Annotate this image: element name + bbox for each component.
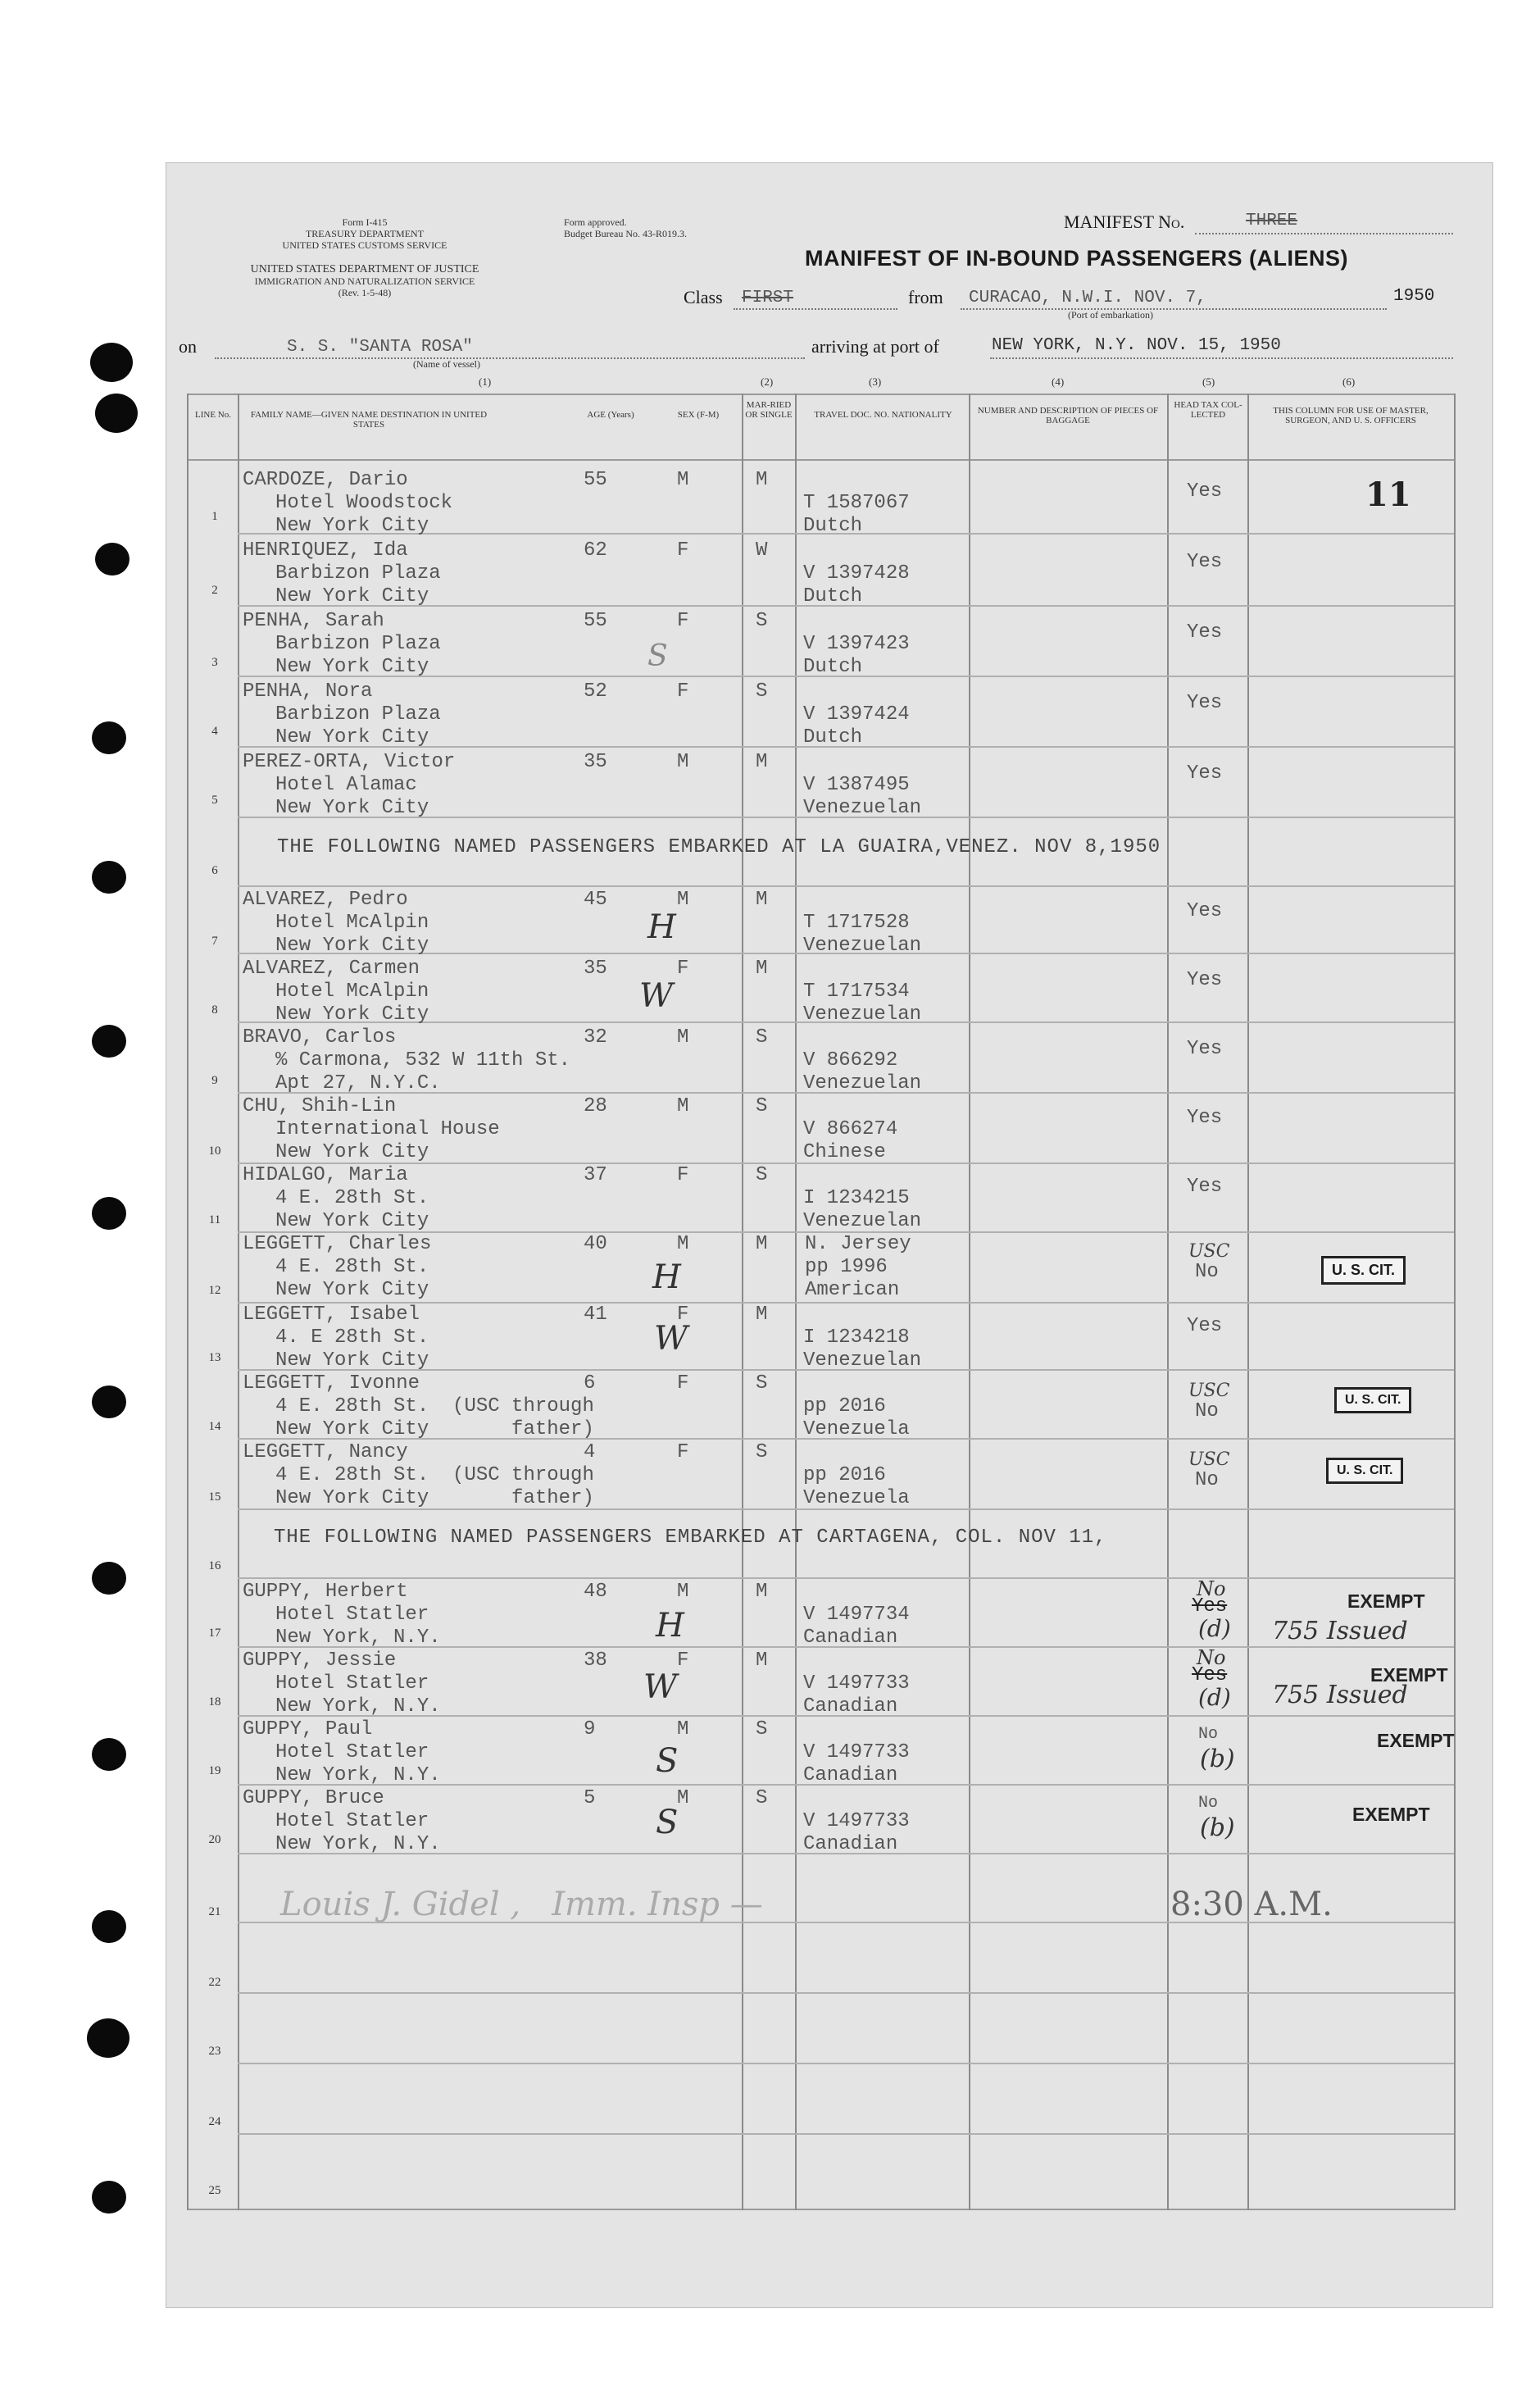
binder-hole	[92, 1197, 126, 1230]
passenger-age: 38	[584, 1649, 607, 1672]
from-value: CURACAO, N.W.I. NOV. 7,	[969, 289, 1206, 307]
nationality: American	[805, 1279, 900, 1301]
row-line	[238, 885, 1454, 887]
passenger-sex: F	[677, 680, 689, 703]
travel-document: V 1397428	[803, 562, 910, 585]
head-tax-struck: Yes	[1192, 1664, 1228, 1686]
inspection-time: 8:30 A.M.	[1170, 1886, 1333, 1923]
colnum-6: (6)	[1342, 375, 1356, 388]
passenger-marital-status: M	[756, 889, 768, 911]
exempt-stamp: EXEMPT	[1347, 1590, 1425, 1612]
passenger-address: Barbizon Plaza	[275, 633, 441, 655]
head-tax: Yes	[1187, 1315, 1223, 1337]
passenger-age: 48	[584, 1581, 607, 1603]
manifest-title: MANIFEST OF IN-BOUND PASSENGERS (ALIENS)	[805, 246, 1349, 271]
passenger-sex: M	[677, 469, 689, 491]
port-embark-caption: (Port of embarkation)	[1068, 309, 1153, 321]
budget-bureau: Budget Bureau No. 43-R019.3.	[564, 228, 687, 239]
head-tax: Yes	[1187, 621, 1223, 644]
justice-dept: UNITED STATES DEPARTMENT OF JUSTICE	[250, 263, 479, 275]
binder-hole	[92, 1025, 126, 1058]
travel-document: T 1587067	[803, 492, 910, 514]
passenger-age: 40	[584, 1233, 607, 1255]
line-number: 25	[208, 2184, 221, 2197]
line-number: 20	[208, 1833, 221, 1846]
binder-hole	[92, 1562, 126, 1595]
manifest-no-line	[1195, 233, 1453, 234]
class-line	[734, 308, 897, 310]
passenger-name: ALVAREZ, Carmen	[243, 958, 420, 980]
passenger-address: 4 E. 28th St.	[275, 1256, 429, 1278]
manifest-no-label: MANIFEST No.	[1064, 212, 1185, 232]
colnum-5: (5)	[1202, 375, 1215, 388]
passenger-marital-status: S	[756, 1164, 768, 1186]
header-travel: TRAVEL DOC. NO. NATIONALITY	[814, 410, 952, 420]
travel-document: N. Jersey	[805, 1233, 911, 1255]
header-officers: THIS COLUMN FOR USE OF MASTER, SURGEON, AND U. S. OFFICERS	[1273, 406, 1429, 425]
binder-hole	[92, 721, 126, 754]
line-number: 2	[211, 584, 218, 597]
head-tax-note: (d)	[1198, 1684, 1231, 1711]
passenger-city: New York, N.Y.	[275, 1695, 441, 1718]
passenger-sex: F	[677, 958, 689, 980]
head-tax: Yes	[1187, 1038, 1223, 1060]
passenger-age: 55	[584, 610, 607, 632]
travel-document: V 1497733	[803, 1672, 910, 1695]
hand-mark: S	[656, 1742, 679, 1780]
passenger-marital-status: S	[756, 1718, 768, 1740]
passenger-marital-status: M	[756, 1304, 768, 1326]
head-tax-note: USC	[1188, 1449, 1230, 1470]
travel-document: pp 2016	[803, 1395, 886, 1417]
line-number: 6	[211, 864, 218, 877]
header-sex: SEX (F-M)	[677, 410, 720, 420]
passenger-age: 9	[584, 1718, 596, 1740]
line-number: 21	[208, 1905, 221, 1918]
binder-hole	[90, 343, 133, 382]
table-top-border	[187, 394, 1456, 395]
passenger-city: New York City	[275, 1003, 429, 1026]
binder-hole	[92, 1738, 126, 1771]
line-number: 10	[208, 1144, 221, 1158]
line-number: 7	[211, 935, 218, 948]
passenger-address: Hotel McAlpin	[275, 912, 429, 934]
passenger-city: New York, N.Y.	[275, 1627, 441, 1649]
line-number: 17	[208, 1627, 221, 1640]
line-number: 22	[208, 1976, 221, 1989]
passenger-marital-status: S	[756, 610, 768, 632]
head-tax: Yes	[1187, 692, 1223, 714]
line-number: 12	[208, 1284, 221, 1297]
exempt-stamp: EXEMPT	[1377, 1730, 1455, 1751]
passenger-city: New York City	[275, 515, 429, 537]
treasury-dept: TREASURY DEPARTMENT	[305, 228, 425, 239]
hand-mark: W	[643, 1668, 678, 1706]
travel-document: I 1234218	[803, 1326, 910, 1349]
passenger-age: 35	[584, 958, 607, 980]
hand-mark: H	[652, 1258, 681, 1296]
exempt-stamp: EXEMPT	[1352, 1804, 1430, 1825]
head-tax-note: USC	[1188, 1381, 1230, 1401]
travel-document: V 1497734	[803, 1604, 910, 1626]
line-number: 1	[211, 510, 218, 523]
passenger-name: PEREZ-ORTA, Victor	[243, 751, 456, 773]
passenger-address: Hotel McAlpin	[275, 981, 429, 1003]
form-approved: Form approved.	[564, 216, 627, 228]
hand-mark: S	[647, 639, 668, 673]
passenger-address: Barbizon Plaza	[275, 562, 441, 585]
colnum-2: (2)	[761, 375, 774, 388]
passenger-sex: M	[677, 1233, 689, 1255]
passenger-city: New York City	[275, 935, 429, 957]
passenger-sex: F	[677, 1372, 689, 1395]
travel-document: V 866292	[803, 1049, 898, 1072]
customs-service: UNITED STATES CUSTOMS SERVICE	[282, 239, 447, 251]
passenger-age: 28	[584, 1095, 607, 1117]
travel-document: T 1717528	[803, 912, 910, 934]
head-tax-note: USC	[1188, 1241, 1230, 1262]
passenger-age: 37	[584, 1164, 607, 1186]
passenger-sex: F	[677, 539, 689, 562]
head-tax: No	[1197, 1646, 1226, 1669]
line-number: 5	[211, 794, 218, 807]
travel-document: V 1387495	[803, 774, 910, 796]
passenger-age: 62	[584, 539, 607, 562]
line-number: 8	[211, 1003, 218, 1017]
head-tax: No	[1195, 1400, 1219, 1422]
from-label: from	[908, 287, 943, 307]
vessel-name: S. S. "SANTA ROSA"	[287, 338, 473, 357]
passenger-age: 4	[584, 1441, 596, 1463]
travel-document: pp 2016	[803, 1464, 886, 1486]
binder-hole	[87, 2018, 129, 2058]
head-tax-note: (b)	[1200, 1745, 1235, 1773]
head-tax: No	[1195, 1469, 1219, 1491]
passenger-name: HENRIQUEZ, Ida	[243, 539, 408, 562]
passenger-address: % Carmona, 532 W 11th St.	[275, 1049, 571, 1072]
passenger-marital-status: M	[756, 1233, 768, 1255]
passenger-city: New York City	[275, 797, 429, 819]
nationality: Dutch	[803, 656, 863, 678]
head-tax: Yes	[1187, 900, 1223, 922]
passenger-city: New York City father)	[275, 1487, 594, 1509]
passenger-name: BRAVO, Carlos	[243, 1026, 397, 1049]
header-age: AGE (Years)	[587, 410, 634, 420]
issued-note: 755 Issued	[1272, 1617, 1408, 1645]
us-cit-stamp: U. S. CIT.	[1321, 1256, 1406, 1285]
passenger-sex: F	[677, 1304, 689, 1326]
row-line	[238, 2063, 1454, 2064]
passenger-name: CHU, Shih-Lin	[243, 1095, 397, 1117]
nationality: Dutch	[803, 585, 863, 607]
arriving-value: NEW YORK, N.Y. NOV. 15, 1950	[992, 336, 1281, 355]
head-tax: No	[1198, 1725, 1219, 1744]
binder-hole	[92, 861, 126, 894]
colnum-3: (3)	[869, 375, 882, 388]
passenger-city: New York City	[275, 656, 429, 678]
head-tax: Yes	[1187, 762, 1223, 785]
travel-document: V 1397424	[803, 703, 910, 726]
line-number: 11	[208, 1213, 221, 1226]
passenger-address: 4. E 28th St.	[275, 1326, 429, 1349]
nationality: Venezuelan	[803, 1072, 922, 1094]
passenger-city: New York City	[275, 1279, 429, 1301]
table-header-border	[187, 459, 1456, 461]
nationality: Venezuelan	[803, 1210, 922, 1232]
passenger-marital-status: W	[756, 539, 768, 562]
passenger-marital-status: M	[756, 1649, 768, 1672]
manifest-no-value: THREE	[1246, 212, 1298, 230]
travel-document: I 1234215	[803, 1187, 910, 1209]
nationality: Canadian	[803, 1833, 898, 1855]
passenger-sex: M	[677, 1026, 689, 1049]
binder-hole	[92, 1910, 126, 1943]
travel-document: V 1497733	[803, 1741, 910, 1763]
nationality: Venezuelan	[803, 935, 922, 957]
passenger-name: PENHA, Nora	[243, 680, 373, 703]
arriving-label: arriving at port of	[811, 336, 939, 357]
passenger-city: New York City	[275, 726, 429, 748]
class-value: FIRST	[742, 289, 794, 307]
head-tax-struck: Yes	[1192, 1595, 1228, 1618]
passenger-name: ALVAREZ, Pedro	[243, 889, 408, 911]
passenger-sex: M	[677, 751, 689, 773]
line-number: 4	[211, 725, 218, 738]
table-bottom-border	[187, 2209, 1456, 2210]
arriving-line	[990, 357, 1453, 359]
year-value: 1950	[1393, 287, 1435, 306]
passenger-address: 4 E. 28th St. (USC through	[275, 1395, 594, 1417]
nationality: Dutch	[803, 515, 863, 537]
nationality: Canadian	[803, 1764, 898, 1786]
passenger-marital-status: S	[756, 1095, 768, 1117]
colnum-1: (1)	[479, 375, 492, 388]
passenger-name: PENHA, Sarah	[243, 610, 384, 632]
class-label: Class	[684, 287, 723, 307]
passenger-address: Hotel Woodstock	[275, 492, 453, 514]
line-number: 3	[211, 656, 218, 669]
line-number: 14	[208, 1420, 221, 1433]
passenger-marital-status: M	[756, 1581, 768, 1603]
us-cit-stamp: U. S. CIT.	[1334, 1387, 1411, 1413]
head-tax: No	[1195, 1261, 1219, 1283]
passenger-name: LEGGETT, Charles	[243, 1233, 432, 1255]
table-left-border	[187, 394, 189, 2210]
passenger-address: 4 E. 28th St. (USC through	[275, 1464, 594, 1486]
nationality: Dutch	[803, 726, 863, 748]
travel-document: V 1497733	[803, 1810, 910, 1832]
hand-mark: W	[639, 977, 674, 1015]
form-number: Form I-415	[342, 216, 388, 228]
passenger-marital-status: S	[756, 1026, 768, 1049]
hand-mark: W	[654, 1320, 688, 1358]
passenger-address: Barbizon Plaza	[275, 703, 441, 726]
header-name: FAMILY NAME—GIVEN NAME DESTINATION IN UNITED STATES	[250, 410, 488, 430]
on-label: on	[179, 336, 197, 357]
table-right-border	[1454, 394, 1456, 2210]
passenger-name: GUPPY, Bruce	[243, 1787, 384, 1809]
passenger-city: New York City	[275, 1141, 429, 1163]
passenger-age: 52	[584, 680, 607, 703]
passenger-sex: F	[677, 1164, 689, 1186]
travel-document: T 1717534	[803, 981, 910, 1003]
nationality: Venezuelan	[803, 797, 922, 819]
nationality: Venezuelan	[803, 1003, 922, 1026]
passenger-address: 4 E. 28th St.	[275, 1187, 429, 1209]
nationality: Venezuela	[803, 1487, 910, 1509]
passenger-address: International House	[275, 1118, 500, 1140]
nationality: Canadian	[803, 1627, 898, 1649]
binder-hole	[92, 1386, 126, 1418]
passenger-address: Hotel Statler	[275, 1810, 429, 1832]
head-tax: Yes	[1187, 551, 1223, 573]
vessel-caption: (Name of vessel)	[413, 358, 480, 370]
passenger-marital-status: S	[756, 1787, 768, 1809]
passenger-name: GUPPY, Paul	[243, 1718, 373, 1740]
passenger-sex: M	[677, 889, 689, 911]
passenger-address: Hotel Statler	[275, 1672, 429, 1695]
line-number: 23	[208, 2045, 221, 2058]
passenger-city: Apt 27, N.Y.C.	[275, 1072, 441, 1094]
passenger-city: New York City	[275, 1210, 429, 1232]
nationality: Venezuela	[803, 1418, 910, 1440]
form-revision: (Rev. 1-5-48)	[338, 287, 392, 298]
tick-mark-line-1: 11	[1365, 475, 1411, 514]
passenger-marital-status: S	[756, 1372, 768, 1395]
line-number: 18	[208, 1695, 221, 1709]
row-line	[238, 1302, 1454, 1304]
vessel-line	[215, 357, 805, 359]
travel-document: V 1397423	[803, 633, 910, 655]
passenger-name: LEGGETT, Ivonne	[243, 1372, 420, 1395]
line-number: 13	[208, 1351, 221, 1364]
passenger-marital-status: M	[756, 958, 768, 980]
passenger-name: GUPPY, Herbert	[243, 1581, 408, 1603]
passenger-city: New York, N.Y.	[275, 1764, 441, 1786]
issued-note: 755 Issued	[1272, 1681, 1408, 1709]
hand-mark: S	[656, 1804, 679, 1841]
passenger-address: Hotel Statler	[275, 1604, 429, 1626]
head-tax: Yes	[1187, 480, 1223, 503]
row-line	[238, 1577, 1454, 1579]
header-line-no: LINE No.	[195, 410, 231, 420]
head-tax: Yes	[1187, 969, 1223, 991]
header-married: MAR-RIED OR SINGLE	[745, 400, 793, 420]
section-la-guaira: THE FOLLOWING NAMED PASSENGERS EMBARKED AT LA GUAIRA,VENEZ. NOV 8,1950	[277, 836, 1161, 858]
passenger-sex: M	[677, 1581, 689, 1603]
us-cit-stamp: U. S. CIT.	[1326, 1458, 1403, 1484]
section-cartagena: THE FOLLOWING NAMED PASSENGERS EMBARKED AT CARTAGENA, COL. NOV 11,	[274, 1527, 1107, 1549]
passenger-sex: F	[677, 1649, 689, 1672]
travel-document: V 866274	[803, 1118, 898, 1140]
passenger-sex: M	[677, 1095, 689, 1117]
head-tax: Yes	[1187, 1107, 1223, 1129]
passenger-age: 45	[584, 889, 607, 911]
passenger-name: HIDALGO, Maria	[243, 1164, 408, 1186]
passenger-address: Hotel Statler	[275, 1741, 429, 1763]
passenger-age: 35	[584, 751, 607, 773]
ins-service: IMMIGRATION AND NATURALIZATION SERVICE	[254, 275, 475, 287]
passenger-marital-status: M	[756, 469, 768, 491]
line-number: 19	[208, 1764, 221, 1777]
passenger-marital-status: S	[756, 680, 768, 703]
hand-mark: H	[647, 908, 676, 946]
binder-hole	[95, 543, 129, 576]
passenger-city: New York City	[275, 1349, 429, 1372]
line-number: 16	[208, 1559, 221, 1572]
passenger-age: 6	[584, 1372, 596, 1395]
colnum-4: (4)	[1052, 375, 1065, 388]
nationality: Canadian	[803, 1695, 898, 1718]
passenger-age: 5	[584, 1787, 596, 1809]
binder-hole	[95, 394, 138, 433]
hand-mark: H	[656, 1607, 684, 1645]
header-head-tax: HEAD TAX COL-LECTED	[1174, 400, 1242, 420]
passenger-age: 41	[584, 1304, 607, 1326]
inspector-signature: Louis J. Gidel , Imm. Insp —	[280, 1886, 763, 1923]
header-baggage: NUMBER AND DESCRIPTION OF PIECES OF BAGGAGE	[977, 406, 1159, 425]
passenger-marital-status: S	[756, 1441, 768, 1463]
head-tax: Yes	[1187, 1176, 1223, 1198]
passenger-sex: M	[677, 1718, 689, 1740]
passenger-city: New York City father)	[275, 1418, 594, 1440]
head-tax-note: (b)	[1200, 1813, 1235, 1842]
passenger-sex: F	[677, 610, 689, 632]
row-line	[238, 1992, 1454, 1994]
passenger-name: CARDOZE, Dario	[243, 469, 408, 491]
head-tax: No	[1198, 1794, 1219, 1813]
line-number: 15	[208, 1490, 221, 1504]
head-tax-note: (d)	[1198, 1615, 1231, 1642]
passenger-city: New York City	[275, 585, 429, 607]
passenger-address: Hotel Alamac	[275, 774, 417, 796]
passenger-name: LEGGETT, Isabel	[243, 1304, 420, 1326]
passenger-name: LEGGETT, Nancy	[243, 1441, 408, 1463]
line-number: 24	[208, 2115, 221, 2128]
passenger-sex: F	[677, 1441, 689, 1463]
passenger-age: 32	[584, 1026, 607, 1049]
exempt-stamp: EXEMPT	[1370, 1664, 1448, 1686]
binder-hole	[92, 2181, 126, 2214]
passenger-city: New York, N.Y.	[275, 1833, 441, 1855]
passenger-name: GUPPY, Jessie	[243, 1649, 397, 1672]
nationality: Chinese	[803, 1141, 886, 1163]
head-tax: No	[1197, 1577, 1226, 1600]
passenger-marital-status: M	[756, 751, 768, 773]
passenger-age: 55	[584, 469, 607, 491]
line-number: 9	[211, 1074, 218, 1087]
travel-document-2: pp 1996	[805, 1256, 888, 1278]
nationality: Venezuelan	[803, 1349, 922, 1372]
passenger-sex: M	[677, 1787, 689, 1809]
row-line	[238, 2133, 1454, 2135]
